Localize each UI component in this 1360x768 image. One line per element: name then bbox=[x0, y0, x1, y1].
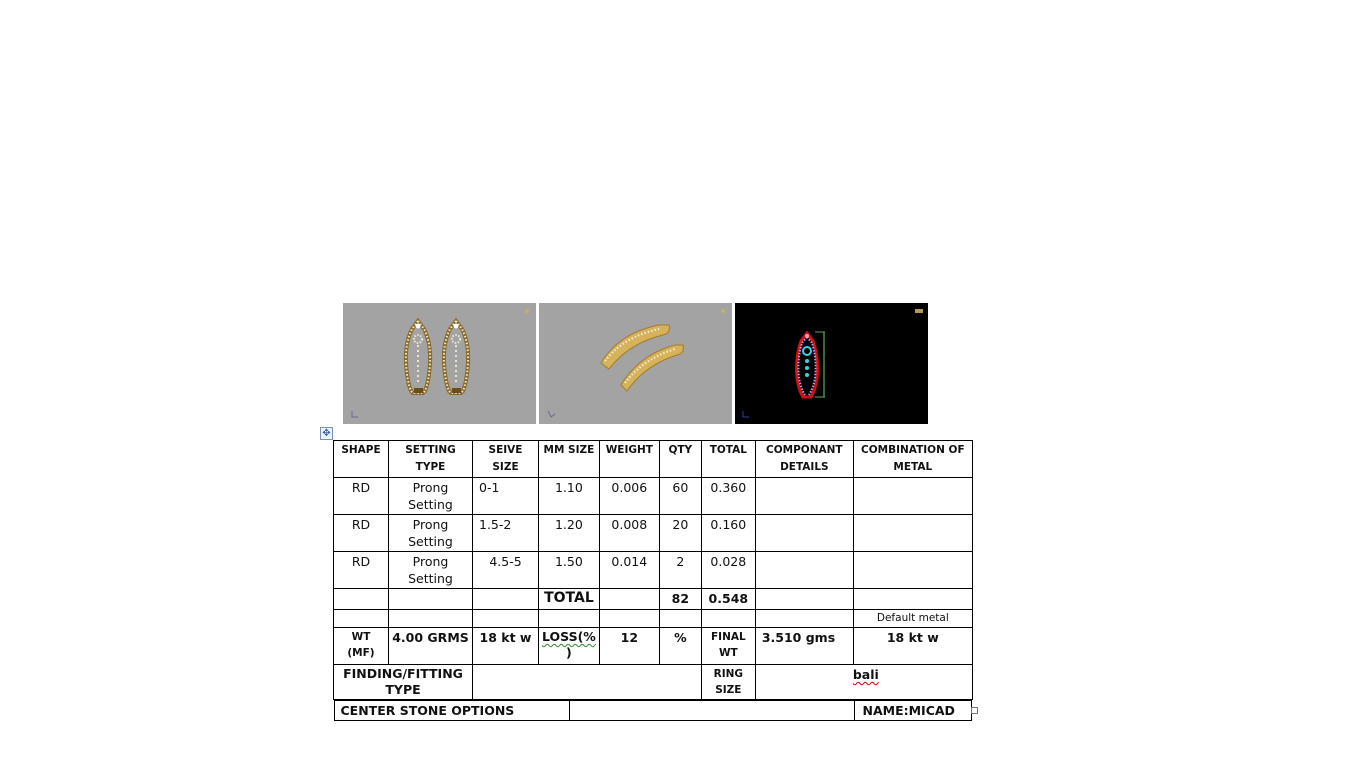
ring-size-value[interactable]: bali bbox=[755, 665, 972, 700]
weight-row bbox=[334, 628, 973, 665]
finding-row bbox=[334, 665, 973, 700]
earring-right bbox=[444, 321, 468, 393]
cell-combination-of-metal[interactable] bbox=[853, 478, 972, 515]
cell-setting-type[interactable]: Prong Setting bbox=[389, 515, 473, 552]
final-wt-label[interactable]: FINAL WT bbox=[701, 628, 755, 665]
render-perspective-view-image bbox=[539, 303, 732, 424]
cell-qty[interactable]: 60 bbox=[659, 478, 701, 515]
cell-empty[interactable] bbox=[701, 610, 755, 628]
cell-mm-size[interactable]: 1.50 bbox=[539, 552, 600, 589]
header-shape: SHAPE bbox=[334, 441, 389, 478]
percent-sign[interactable]: % bbox=[659, 628, 701, 665]
cell-seive-size[interactable]: 1.5-2 bbox=[473, 515, 539, 552]
total-label[interactable]: TOTAL bbox=[539, 589, 600, 610]
header-seive-size: SEIVE SIZE bbox=[473, 441, 539, 478]
name-value[interactable]: NAME:MICAD bbox=[854, 701, 972, 721]
header-weight: WEIGHT bbox=[599, 441, 659, 478]
center-stone-wrapper bbox=[334, 700, 973, 722]
cell-weight[interactable]: 0.006 bbox=[599, 478, 659, 515]
final-wt-value[interactable]: 3.510 gms bbox=[755, 628, 853, 665]
default-metal-label[interactable]: Default metal bbox=[853, 610, 972, 628]
center-stone-options-value[interactable] bbox=[569, 701, 854, 721]
cell-setting-type[interactable]: Prong Setting bbox=[389, 552, 473, 589]
cell-componant-details[interactable] bbox=[755, 552, 853, 589]
cell-setting-type[interactable]: Prong Setting bbox=[389, 478, 473, 515]
metal-karat[interactable]: 18 kt w bbox=[473, 628, 539, 665]
cell-shape[interactable]: RD bbox=[334, 478, 389, 515]
earring-left bbox=[406, 321, 430, 393]
cell-seive-size[interactable]: 0-1 bbox=[473, 478, 539, 515]
cad-wireframe-view-image bbox=[735, 303, 928, 424]
cell-combination-of-metal[interactable] bbox=[853, 515, 972, 552]
cell-shape[interactable]: RD bbox=[334, 552, 389, 589]
render-front-view-image bbox=[343, 303, 536, 424]
loss-label[interactable]: LOSS(% ) bbox=[539, 628, 600, 665]
header-qty: QTY bbox=[659, 441, 701, 478]
metal-combination-value[interactable]: 18 kt w bbox=[853, 628, 972, 665]
loss-value[interactable]: 12 bbox=[599, 628, 659, 665]
cell-weight[interactable]: 0.014 bbox=[599, 552, 659, 589]
header-combination-of-metal: COMBINATION OF METAL bbox=[853, 441, 972, 478]
cell-qty[interactable]: 20 bbox=[659, 515, 701, 552]
finding-fitting-type-value[interactable] bbox=[473, 665, 702, 700]
table-move-handle[interactable]: ✥ bbox=[320, 427, 333, 440]
default-metal-row bbox=[334, 610, 973, 628]
center-stone-row bbox=[334, 700, 973, 722]
ring-size-label[interactable]: RING SIZE bbox=[701, 665, 755, 700]
total-row bbox=[334, 589, 973, 610]
cell-empty[interactable] bbox=[389, 589, 473, 610]
cell-empty[interactable] bbox=[853, 589, 972, 610]
cell-empty[interactable] bbox=[473, 589, 539, 610]
cell-componant-details[interactable] bbox=[755, 478, 853, 515]
cell-shape[interactable]: RD bbox=[334, 515, 389, 552]
table-header-row bbox=[334, 441, 973, 478]
center-stone-subtable bbox=[334, 700, 973, 721]
total-qty[interactable]: 82 bbox=[659, 589, 701, 610]
cell-seive-size[interactable]: 4.5-5 bbox=[473, 552, 539, 589]
table-resize-handle[interactable] bbox=[971, 707, 978, 714]
cell-empty[interactable] bbox=[539, 610, 600, 628]
cell-total[interactable]: 0.028 bbox=[701, 552, 755, 589]
cell-mm-size[interactable]: 1.20 bbox=[539, 515, 600, 552]
cell-mm-size[interactable]: 1.10 bbox=[539, 478, 600, 515]
cell-total[interactable]: 0.360 bbox=[701, 478, 755, 515]
table-row bbox=[334, 552, 973, 589]
specification-table bbox=[333, 440, 973, 721]
cell-empty[interactable] bbox=[755, 610, 853, 628]
header-mm-size: MM SIZE bbox=[539, 441, 600, 478]
cell-empty[interactable] bbox=[473, 610, 539, 628]
center-stone-options-label[interactable]: CENTER STONE OPTIONS bbox=[334, 701, 569, 721]
cell-combination-of-metal[interactable] bbox=[853, 552, 972, 589]
cell-empty[interactable] bbox=[659, 610, 701, 628]
wt-mf-value[interactable]: 4.00 GRMS bbox=[389, 628, 473, 665]
cell-empty[interactable] bbox=[755, 589, 853, 610]
cell-empty[interactable] bbox=[389, 610, 473, 628]
cell-empty[interactable] bbox=[334, 610, 389, 628]
cell-qty[interactable]: 2 bbox=[659, 552, 701, 589]
table-row bbox=[334, 515, 973, 552]
cell-weight[interactable]: 0.008 bbox=[599, 515, 659, 552]
cell-empty[interactable] bbox=[599, 610, 659, 628]
header-setting-type: SETTING TYPE bbox=[389, 441, 473, 478]
total-weight[interactable]: 0.548 bbox=[701, 589, 755, 610]
wt-mf-label[interactable]: WT (MF) bbox=[334, 628, 389, 665]
table-row bbox=[334, 478, 973, 515]
cell-componant-details[interactable] bbox=[755, 515, 853, 552]
cell-empty[interactable] bbox=[334, 589, 389, 610]
cell-total[interactable]: 0.160 bbox=[701, 515, 755, 552]
finding-fitting-type-label[interactable]: FINDING/FITTING TYPE bbox=[334, 665, 473, 700]
header-total: TOTAL bbox=[701, 441, 755, 478]
header-componant-details: COMPONANT DETAILS bbox=[755, 441, 853, 478]
cell-empty[interactable] bbox=[599, 589, 659, 610]
